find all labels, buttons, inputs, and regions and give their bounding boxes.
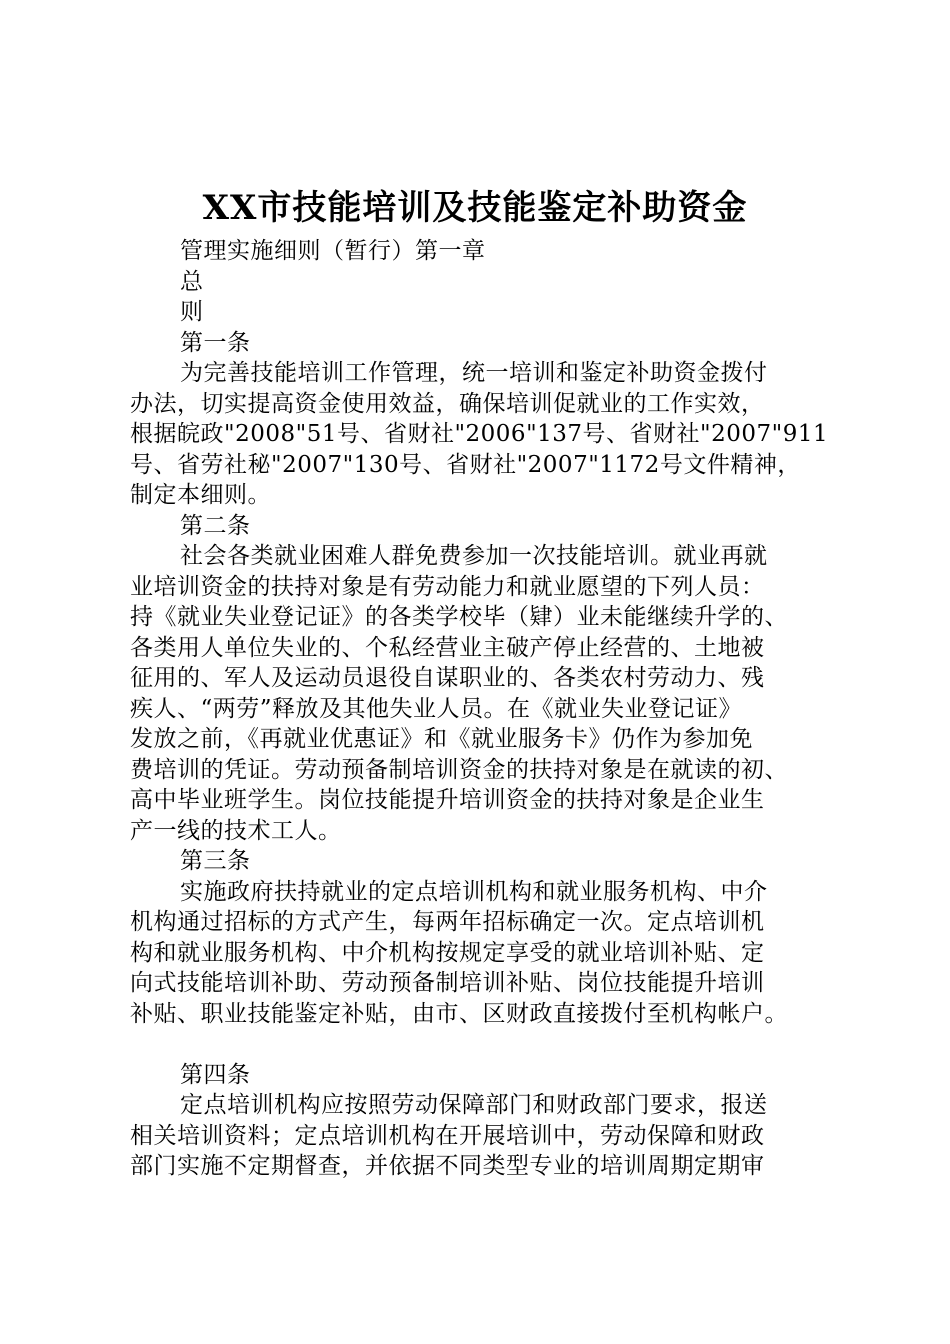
text-line: 补贴、职业技能鉴定补贴，由市、区财政直接拨付至机构帐户。 [130,1000,788,1027]
text-line: 定点培训机构应按照劳动保障部门和财政部门要求，报送 [180,1092,768,1118]
text-line: 构和就业服务机构、中介机构按规定享受的就业培训补贴、定 [130,939,765,966]
text-line: 费培训的凭证。劳动预备制培训资金的扶持对象是在就读的初、 [130,756,788,783]
text-line: 疾人、“两劳”释放及其他失业人员。在《就业失业登记证》 [130,695,743,722]
text-line: 向式技能培训补助、劳动预备制培训补贴、岗位技能提升培训 [130,970,765,996]
text-line: 业培训资金的扶持对象是有劳动能力和就业愿望的下列人员： [130,573,765,600]
text-line: 第二条 [180,512,251,539]
text-line: 制定本细则。 [130,482,271,508]
text-line: 机构通过招标的方式产生，每两年招标确定一次。定点培训机 [130,909,765,935]
text-line: 征用的、军人及运动员退役自谋职业的、各类农村劳动力、残 [130,665,765,691]
document-body [130,236,830,1182]
text-line: 部门实施不定期督查，并依据不同类型专业的培训周期定期审 [130,1153,765,1179]
text-line: 各类用人单位失业的、个私经营业主破产停止经营的、土地被 [130,634,765,661]
text-line: 号、省劳社秘"2007"130号、省财社"2007"1172号文件精神， [130,451,801,478]
text-line: 则 [180,299,204,325]
text-line: 第三条 [180,848,251,874]
document-title: XX市技能培训及技能鉴定补助资金 [202,188,748,228]
blank-line [130,1029,830,1060]
text-line: 社会各类就业困难人群免费参加一次技能培训。就业再就 [180,543,768,569]
text-line: 总 [180,268,204,295]
text-line: 办法，切实提高资金使用效益，确保培训促就业的工作实效， [130,390,765,417]
text-line: 第一条 [180,329,251,356]
text-line: 持《就业失业登记证》的各类学校毕（肄）业未能继续升学的、 [130,604,788,630]
text-line: 为完善技能培训工作管理，统一培训和鉴定补助资金拨付 [180,360,768,386]
text-line: 根据皖政"2008"51号、省财社"2006"137号、省财社"2007"911 [130,421,829,447]
text-line: 相关培训资料；定点培训机构在开展培训中，劳动保障和财政 [130,1122,765,1149]
text-line: 实施政府扶持就业的定点培训机构和就业服务机构、中介 [180,878,768,905]
text-line: 高中毕业班学生。岗位技能提升培训资金的扶持对象是企业生 [130,787,765,813]
text-line: 产一线的技术工人。 [130,817,342,844]
text-line: 管理实施细则（暂行）第一章 [180,238,486,264]
text-line: 第四条 [180,1061,251,1088]
text-line: 发放之前，《再就业优惠证》和《就业服务卡》仍作为参加免 [130,726,753,752]
